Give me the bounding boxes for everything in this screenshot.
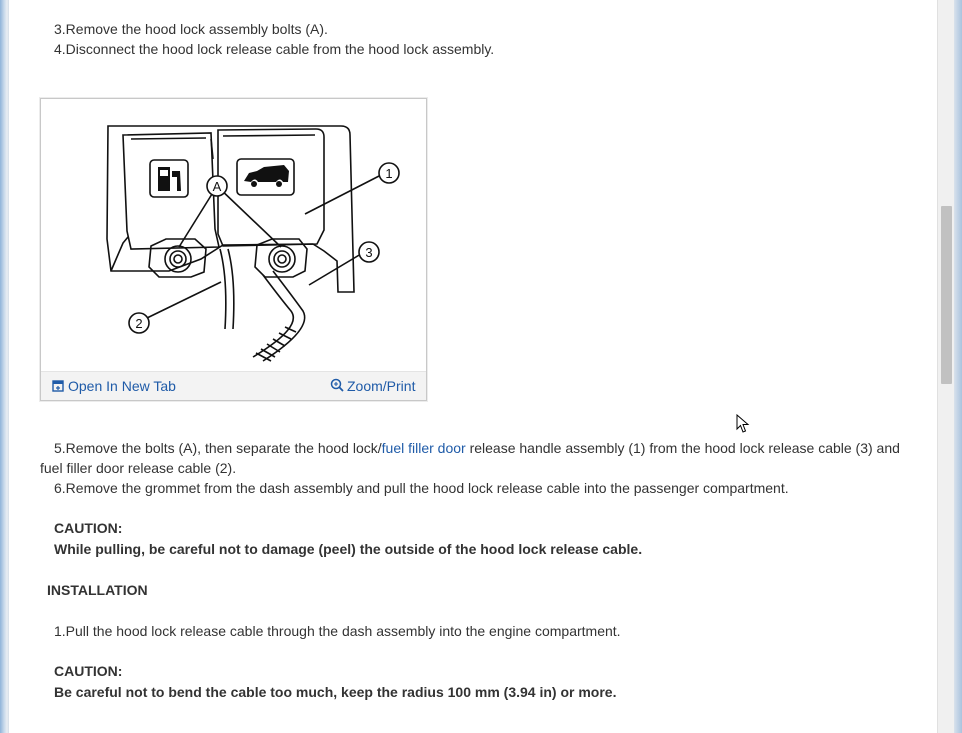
document-content (9, 0, 937, 733)
zoom-print-label: Zoom/Print (347, 378, 416, 394)
callout-3: 3 (365, 245, 373, 260)
open-in-new-tab-label: Open In New Tab (68, 378, 176, 394)
removal-step-6: 6.Remove the grommet from the dash assembly and pull the hood lock release cable into the passenger compartment. (54, 480, 789, 496)
open-in-new-tab-link[interactable] (52, 378, 176, 394)
installation-step-1: 1.Pull the hood lock release cable through the dash assembly into the engine compartment. (54, 623, 621, 639)
window-left-edge (0, 0, 9, 733)
callout-1: 1 (385, 166, 393, 181)
callout-a: A (212, 179, 222, 194)
removal-step-5 (54, 438, 900, 458)
zoom-print-link[interactable] (330, 378, 415, 394)
installation-caution-label: CAUTION: (54, 663, 123, 679)
figure-toolbar (41, 371, 426, 400)
vertical-scrollbar[interactable] (937, 0, 955, 733)
hood-lock-figure (40, 98, 427, 401)
removal-caution-label: CAUTION: (54, 520, 123, 536)
hood-lock-illustration (41, 99, 426, 371)
scrollbar-thumb[interactable] (941, 206, 952, 384)
removal-caution-text: While pulling, be careful not to damage (peel) the outside of the hood lock release cable. (54, 541, 643, 557)
window-right-edge (954, 0, 962, 733)
installation-heading: INSTALLATION (47, 582, 148, 598)
removal-step-4: 4.Disconnect the hood lock release cable from the hood lock assembly. (54, 41, 495, 57)
new-tab-icon (52, 380, 64, 392)
installation-caution-text: Be careful not to bend the cable too much, keep the radius 100 mm (3.94 in) or more. (54, 684, 617, 700)
removal-step-5-part-a: 5.Remove the bolts (A), then separate the hood lock/ (54, 440, 382, 456)
callout-2: 2 (135, 316, 143, 331)
magnifier-icon (330, 378, 344, 392)
removal-step-5-continued: fuel filler door release cable (2). (40, 460, 237, 476)
mouse-pointer-icon (736, 414, 750, 434)
fuel-filler-door-link[interactable]: fuel filler door (381, 440, 466, 456)
removal-step-3: 3.Remove the hood lock assembly bolts (A). (54, 21, 328, 37)
removal-step-5-part-b: release handle assembly (1) from the hood lock release cable (3) and (465, 440, 900, 456)
